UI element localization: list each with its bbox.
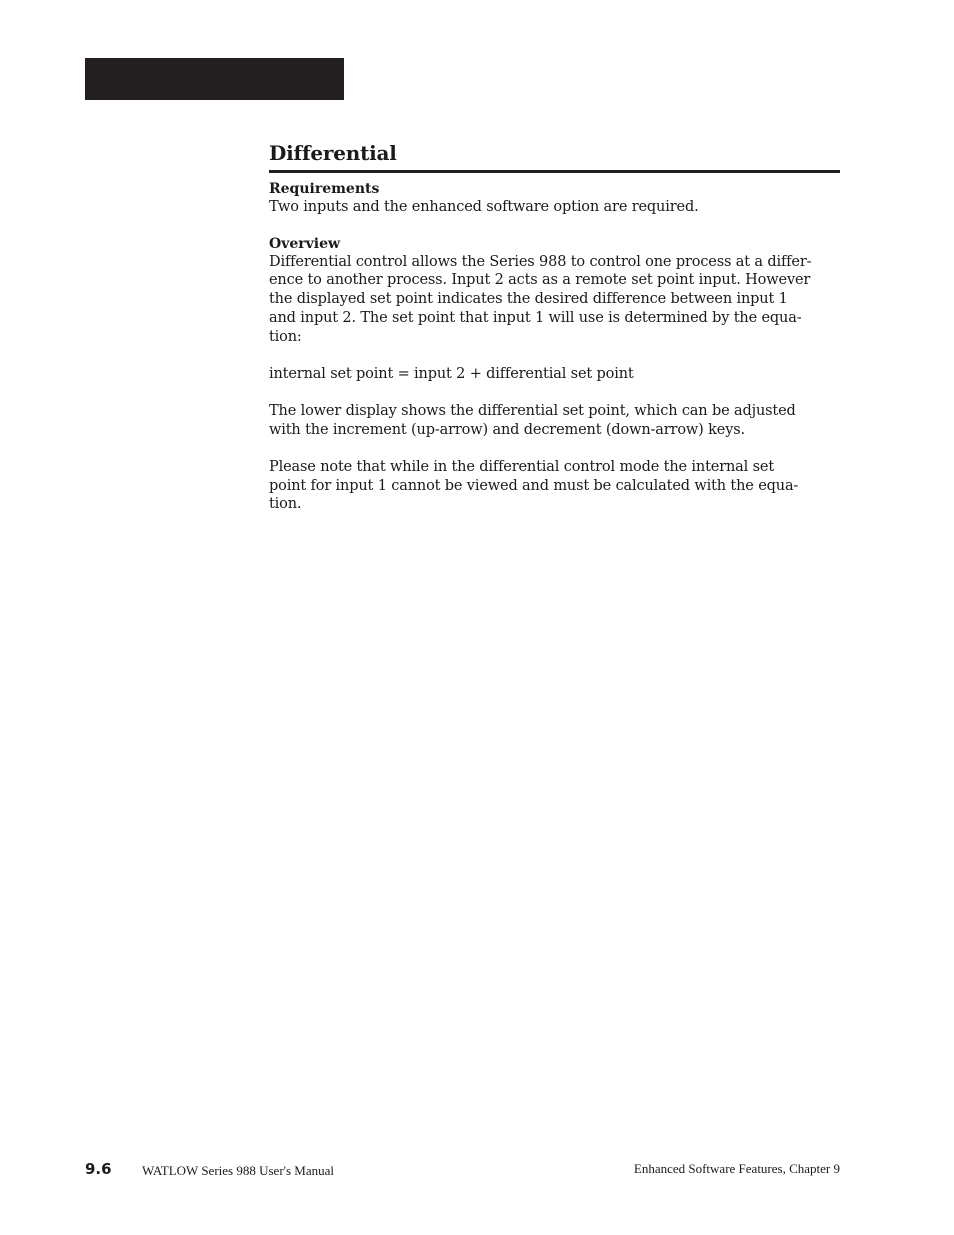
- overview-paragraph-3: [269, 458, 840, 514]
- overview-heading: Overview: [269, 235, 341, 252]
- manual-title: WATLOW Series 988 User's Manual: [142, 1163, 335, 1178]
- chapter-title: Enhanced Software Features, Chapter 9: [633, 1161, 840, 1176]
- text-line: Please note that while in the differential control mode the internal set: [269, 458, 775, 475]
- text-line: tion.: [269, 496, 302, 513]
- overview-paragraph-1: [269, 253, 840, 347]
- text-line: point for input 1 cannot be viewed and must be calculated with the equa-: [269, 477, 799, 494]
- equation-line: internal set point = input 2 + differential set point: [269, 365, 634, 382]
- overview-paragraph-2: [269, 402, 840, 439]
- text-line: ence to another process. Input 2 acts as a remote set point input. However: [269, 272, 811, 289]
- requirements-line: Two inputs and the enhanced software option are required.: [269, 199, 699, 215]
- section-title: Differential: [269, 139, 840, 173]
- text-line: and input 2. The set point that input 1 will use is determined by the equa-: [269, 309, 802, 326]
- text-line: tion:: [269, 328, 302, 345]
- chapter-header-bar: [85, 58, 344, 100]
- text-line: with the increment (up-arrow) and decrement (down-arrow) keys.: [269, 421, 746, 438]
- page-number: 9.6: [85, 1160, 112, 1178]
- main-content: [269, 139, 840, 514]
- requirements-text: [269, 198, 840, 217]
- requirements-heading: Requirements: [269, 181, 380, 197]
- equation: [269, 365, 840, 384]
- text-line: Differential control allows the Series 988 to control one process at a differ-: [269, 253, 812, 270]
- text-line: The lower display shows the differential set point, which can be adjusted: [269, 402, 796, 419]
- text-line: the displayed set point indicates the desired difference between input 1: [269, 291, 788, 308]
